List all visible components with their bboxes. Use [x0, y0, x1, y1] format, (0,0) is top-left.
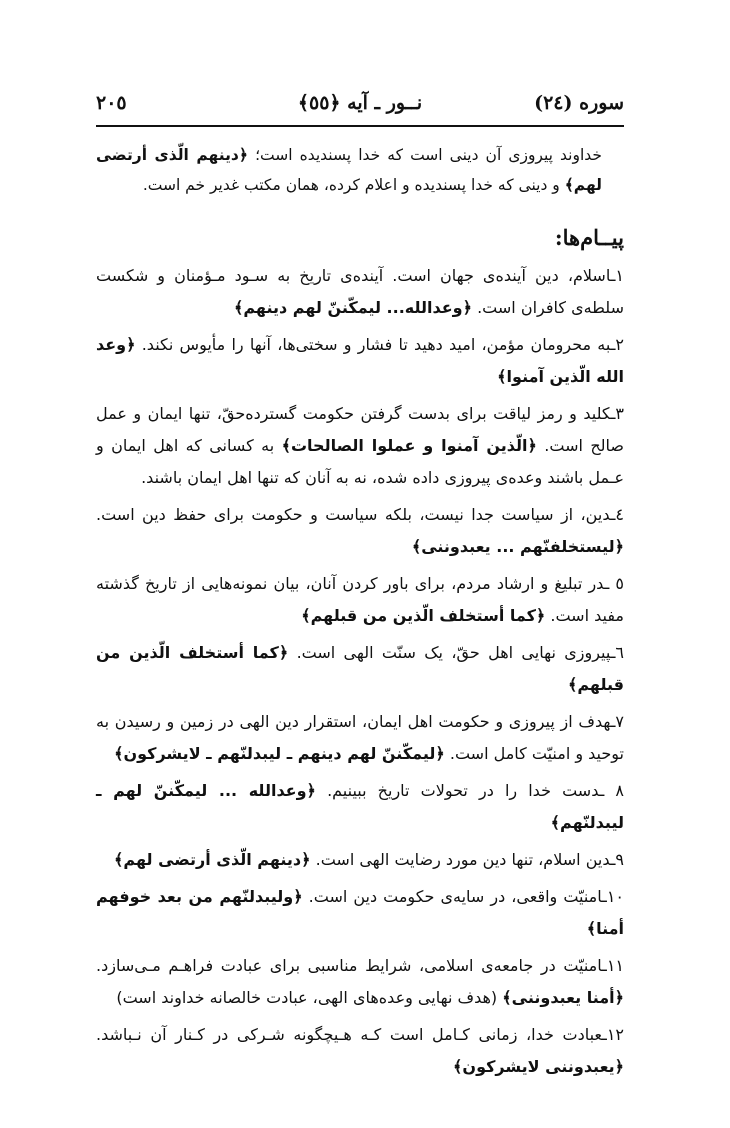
message-number: ٥ ـ: [604, 574, 624, 593]
message-text: عبادت خدا، زمانی کـامل است کـه هـیچگونه شـرکی در کـنار آن نـباشد.: [96, 1025, 603, 1044]
intro-paragraph: [96, 140, 624, 200]
message-quote: ﴿کما أستخلف الّذین من قبلهم﴾: [301, 606, 546, 625]
message-item-7: [96, 706, 624, 770]
message-number: ١ـ: [610, 266, 624, 285]
message-item-9: [96, 844, 624, 876]
message-item-12: [96, 1019, 624, 1083]
page-body: [96, 140, 624, 1088]
message-number: ١١ـ: [602, 956, 624, 975]
section-title: پیــام‌ها:: [554, 225, 624, 250]
message-number: ٦ـ: [610, 643, 624, 662]
message-item-11: [96, 950, 624, 1014]
message-text: اسلام، دین آینده‌ی جهان است. آینده‌ی تاریخ به سـود مـؤمنان و شکست سلطه‌ی کافران است.: [96, 266, 624, 317]
message-number: ٤ـ: [610, 505, 624, 524]
messages-list: [96, 260, 624, 1083]
message-text: امنیّت واقعی، در سایه‌ی حکومت دین است.: [308, 887, 603, 906]
message-text: کلید و رمز لیاقت برای بدست گرفتن حکومت گسترده‌حقّ، تنها ایمان و عمل صالح است.: [96, 404, 624, 455]
intro-text-continued: و دینی که خدا پسندیده و اعلام کرده، همان مکتب غدیر خم است.: [142, 176, 560, 194]
message-item-5: [96, 568, 624, 632]
message-text: دین اسلام، تنها دین مورد رضایت الهی است.: [315, 850, 611, 869]
message-number: ٧ـ: [610, 712, 624, 731]
message-quote: ﴿وعدالله ... لیمکّننّ لهم ـ لیبدلنّهم﴾: [96, 781, 624, 832]
message-text: هدف از پیروزی و حکومت اهل ایمان، استقرار دین الهی در زمین و رسیدن به توحید و امنیّت کامل است.: [96, 712, 624, 763]
message-text: در تبلیغ و ارشاد مردم، برای باور کردن آنان، بیان نمونه‌هایی از تاریخ گذشته مفید است.: [96, 574, 624, 625]
message-text: دست خدا را در تحولات تاریخ ببینیم.: [327, 781, 600, 800]
message-item-3: [96, 398, 624, 494]
message-number: ١٢ـ: [602, 1025, 624, 1044]
message-text: امنیّت در جامعه‌ی اسلامی، شرایط مناسبی برای عبادت فراهـم مـی‌سازد.: [96, 956, 603, 975]
message-number: ٩ـ: [610, 850, 624, 869]
message-number: ٨ ـ: [599, 781, 624, 800]
message-quote: ﴿ولیبدلنّهم من بعد خوفهم أمنا﴾: [96, 887, 624, 938]
intro-quote: ﴿دینهم الّذی أرتضی لهم﴾: [96, 146, 602, 194]
message-quote: ﴿وعد الله الّذین آمنوا﴾: [96, 335, 624, 386]
message-note: (هدف نهایی وعده‌های الهی، عبادت خالصانه خداوند است): [116, 988, 498, 1007]
header-divider: [96, 125, 624, 127]
message-item-10: [96, 881, 624, 945]
message-quote: ﴿وعدالله... لیمکّننّ لهم دینهم﴾: [233, 298, 472, 317]
header-surah: سوره (٢٤): [534, 92, 624, 114]
message-quote: ﴿دینهم الّذی أرتضی لهم﴾: [114, 850, 311, 869]
message-number: ٢ـ: [610, 335, 624, 354]
message-note: به کسانی که اهل ایمان و عـمل باشند وعده‌ی پیروزی داده شده، نه به آنان که تنها اهل ایمان باشند.: [96, 436, 624, 487]
message-text: پیروزی نهایی اهل حقّ، یک سنّت الهی است.: [296, 643, 611, 662]
message-quote: ﴿کما أستخلف الّذین من قبلهم﴾: [96, 643, 624, 694]
message-item-6: [96, 637, 624, 701]
message-item-2: [96, 329, 624, 393]
message-item-4: [96, 499, 624, 563]
message-quote: ﴿لیستخلفنّهم ... یعبدوننی﴾: [411, 537, 624, 556]
message-quote: ﴿أمنا یعبدوننی﴾: [502, 988, 624, 1007]
message-item-1: [96, 260, 624, 324]
message-number: ٣ـ: [610, 404, 624, 423]
message-text: دین، از سیاست جدا نیست، بلکه سیاست و حکومت برای حفظ دین است.: [96, 505, 611, 524]
message-quote: ﴿لیمکّننّ لهم دینهم ـ لیبدلنّهم ـ لایشرکون﴾: [114, 744, 445, 763]
message-quote: ﴿الّذین آمنوا و عملوا الصالحات﴾: [281, 436, 537, 455]
intro-text: خداوند پیروزی آن دینی است که خدا پسندیده است؛: [255, 146, 603, 164]
running-header: [96, 92, 624, 118]
page-number: ٢٠٥: [96, 92, 127, 114]
message-quote: ﴿یعبدوننی لایشرکون﴾: [453, 1057, 624, 1076]
message-number: ١٠ـ: [602, 887, 625, 906]
message-text: به محرومان مؤمن، امید دهید تا فشار و سختی‌ها، آنها را مأیوس نکند.: [141, 335, 611, 354]
message-item-8: [96, 775, 624, 839]
header-surah-verse: نــور ـ آیه ﴿٥٥﴾: [297, 92, 423, 114]
